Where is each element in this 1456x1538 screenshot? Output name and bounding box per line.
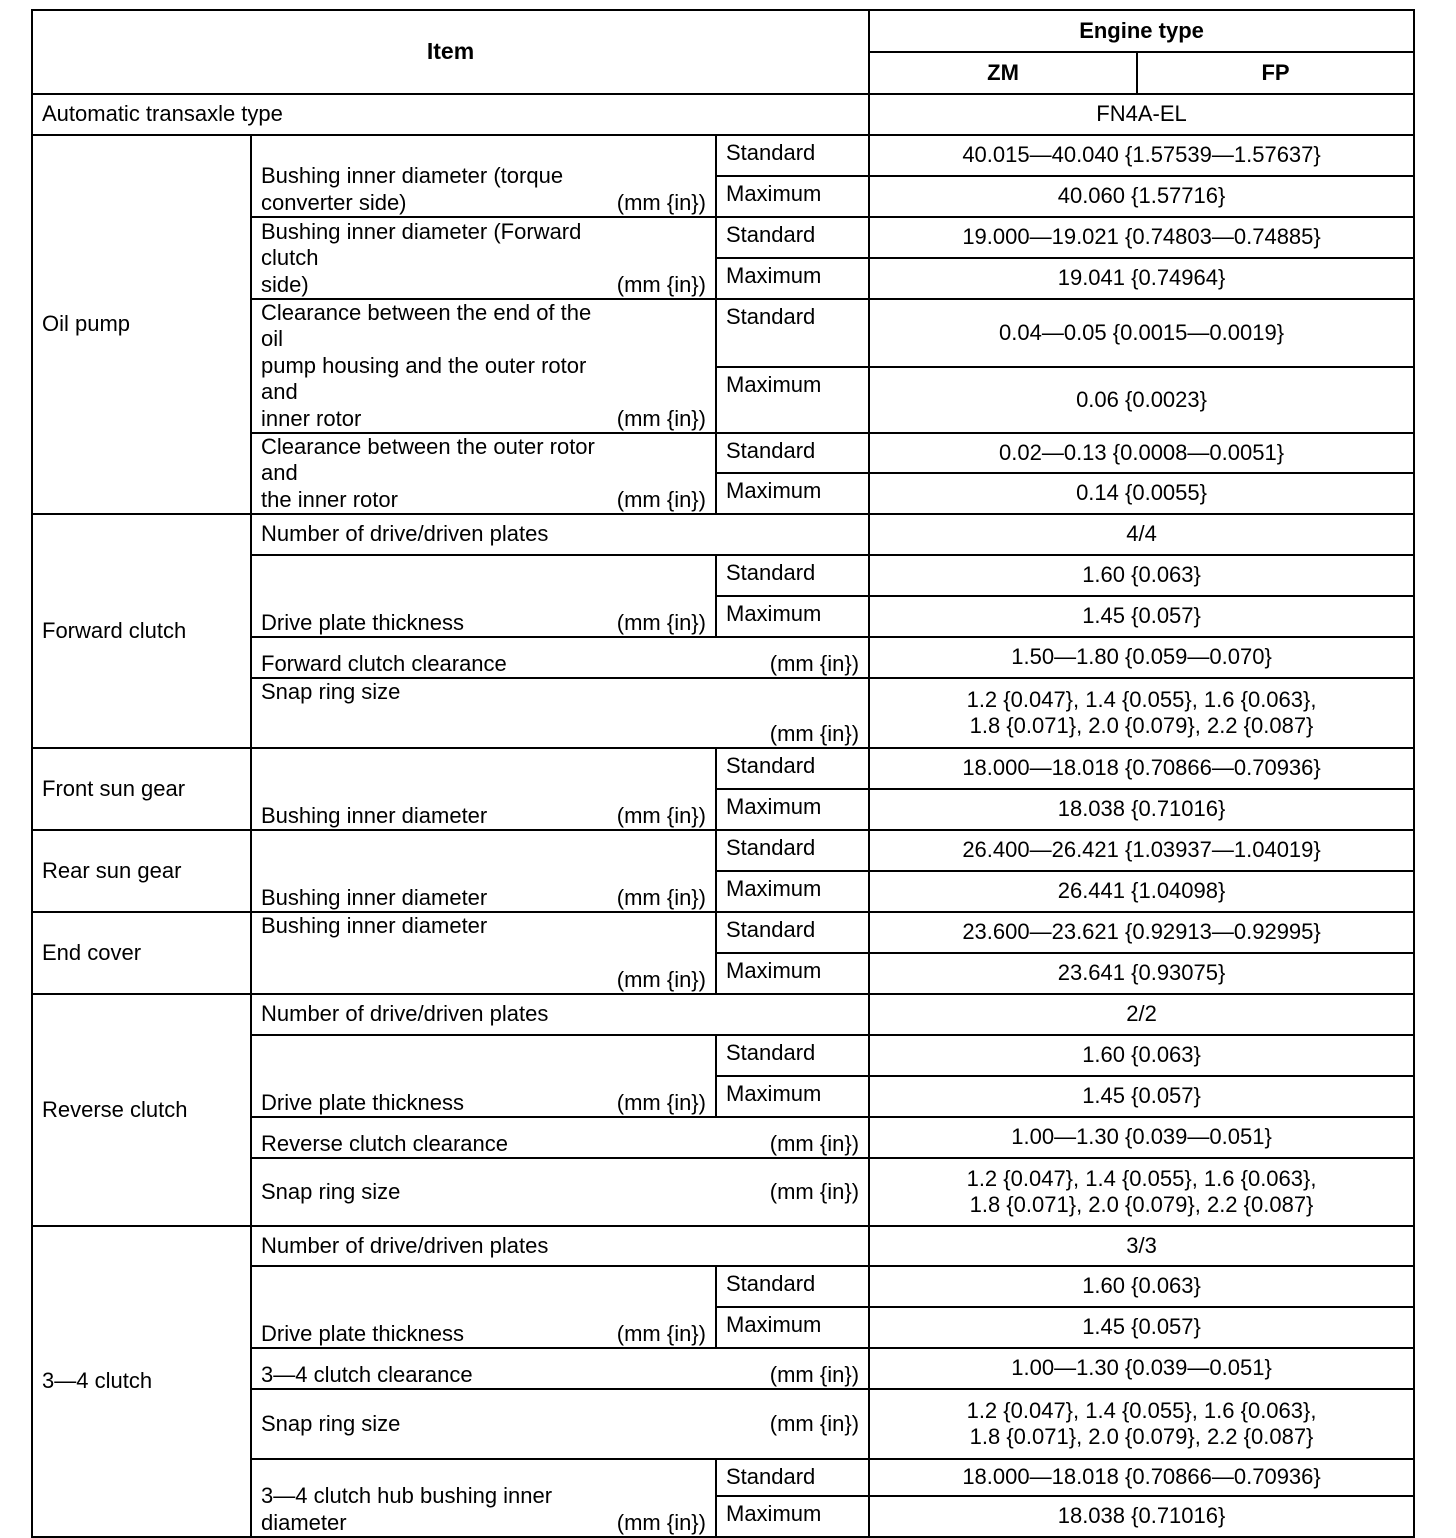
cond-maximum: Maximum <box>716 1076 869 1117</box>
component-rear-sun-gear: Rear sun gear <box>32 830 251 912</box>
cond-maximum: Maximum <box>716 871 869 912</box>
spec-label: Reverse clutch clearance (mm {in}) <box>251 1117 869 1158</box>
spec-label: Drive plate thickness (mm {in}) <box>251 1035 716 1117</box>
cond-standard: Standard <box>716 748 869 789</box>
component-front-sun-gear: Front sun gear <box>32 748 251 830</box>
value: 3/3 <box>869 1226 1414 1266</box>
value-maximum: 1.45 {0.057} <box>869 1076 1414 1117</box>
value-standard: 18.000—18.018 {0.70866—0.70936} <box>869 748 1414 789</box>
spec-table <box>31 9 1415 1538</box>
value: 1.2 {0.047}, 1.4 {0.055}, 1.6 {0.063}, 1.8 {0.071}, 2.0 {0.079}, 2.2 {0.087} <box>869 1389 1414 1459</box>
cond-standard: Standard <box>716 1459 869 1496</box>
value: 1.00—1.30 {0.039—0.051} <box>869 1348 1414 1389</box>
value-standard: 1.60 {0.063} <box>869 555 1414 596</box>
value-standard: 19.000—19.021 {0.74803—0.74885} <box>869 217 1414 258</box>
spec-label: Bushing inner diameter (mm {in}) <box>251 912 716 994</box>
spec-label: Number of drive/driven plates <box>251 1226 869 1266</box>
value-maximum: 23.641 {0.93075} <box>869 953 1414 994</box>
spec-label: Forward clutch clearance (mm {in}) <box>251 637 869 678</box>
cond-maximum: Maximum <box>716 789 869 830</box>
value: 1.2 {0.047}, 1.4 {0.055}, 1.6 {0.063}, 1.8 {0.071}, 2.0 {0.079}, 2.2 {0.087} <box>869 1158 1414 1226</box>
spec-label: Snap ring size (mm {in}) <box>251 1158 869 1226</box>
cond-maximum: Maximum <box>716 1307 869 1348</box>
spec-label: Snap ring size (mm {in}) <box>251 1389 869 1459</box>
spec-label: Bushing inner diameter (Forward clutch side) (mm {in}) <box>251 217 716 299</box>
cond-maximum: Maximum <box>716 176 869 217</box>
spec-label: 3—4 clutch clearance (mm {in}) <box>251 1348 869 1389</box>
component-end-cover: End cover <box>32 912 251 994</box>
cond-standard: Standard <box>716 830 869 871</box>
spec-label: Drive plate thickness (mm {in}) <box>251 1266 716 1348</box>
value-maximum: 19.041 {0.74964} <box>869 258 1414 299</box>
cond-standard: Standard <box>716 217 869 258</box>
value-standard: 18.000—18.018 {0.70866—0.70936} <box>869 1459 1414 1496</box>
cond-standard: Standard <box>716 135 869 176</box>
cond-standard: Standard <box>716 299 869 367</box>
cond-standard: Standard <box>716 555 869 596</box>
component-oil-pump: Oil pump <box>32 135 251 514</box>
value: 1.2 {0.047}, 1.4 {0.055}, 1.6 {0.063}, 1.8 {0.071}, 2.0 {0.079}, 2.2 {0.087} <box>869 678 1414 748</box>
value-maximum: 18.038 {0.71016} <box>869 789 1414 830</box>
value-standard: 0.04—0.05 {0.0015—0.0019} <box>869 299 1414 367</box>
spec-label: Clearance between the end of the oil pump housing and the outer rotor and inner rotor (mm {in}) <box>251 299 716 433</box>
cond-standard: Standard <box>716 1035 869 1076</box>
value-standard: 1.60 {0.063} <box>869 1035 1414 1076</box>
value-maximum: 18.038 {0.71016} <box>869 1496 1414 1537</box>
value: 1.00—1.30 {0.039—0.051} <box>869 1117 1414 1158</box>
cond-standard: Standard <box>716 1266 869 1307</box>
atx-label: Automatic transaxle type <box>32 94 869 135</box>
spec-label: 3—4 clutch hub bushing inner diameter (mm {in}) <box>251 1459 716 1537</box>
cond-standard: Standard <box>716 433 869 473</box>
cond-maximum: Maximum <box>716 367 869 433</box>
value-standard: 0.02—0.13 {0.0008—0.0051} <box>869 433 1414 473</box>
value-maximum: 26.441 {1.04098} <box>869 871 1414 912</box>
value-standard: 26.400—26.421 {1.03937—1.04019} <box>869 830 1414 871</box>
value-maximum: 1.45 {0.057} <box>869 1307 1414 1348</box>
header-item: Item <box>32 10 869 94</box>
value-maximum: 0.06 {0.0023} <box>869 367 1414 433</box>
cond-maximum: Maximum <box>716 596 869 637</box>
spec-label: Bushing inner diameter (mm {in}) <box>251 748 716 830</box>
spec-label: Bushing inner diameter (mm {in}) <box>251 830 716 912</box>
cond-maximum: Maximum <box>716 258 869 299</box>
value-standard: 23.600—23.621 {0.92913—0.92995} <box>869 912 1414 953</box>
component-3-4-clutch: 3—4 clutch <box>32 1226 251 1537</box>
value: 4/4 <box>869 514 1414 555</box>
spec-label: Clearance between the outer rotor and the inner rotor (mm {in}) <box>251 433 716 514</box>
value-maximum: 40.060 {1.57716} <box>869 176 1414 217</box>
cond-standard: Standard <box>716 912 869 953</box>
spec-label: Number of drive/driven plates <box>251 514 869 555</box>
component-forward-clutch: Forward clutch <box>32 514 251 748</box>
value-maximum: 1.45 {0.057} <box>869 596 1414 637</box>
value-standard: 40.015—40.040 {1.57539—1.57637} <box>869 135 1414 176</box>
header-zm: ZM <box>869 52 1137 94</box>
header-fp: FP <box>1137 52 1414 94</box>
header-engine-type: Engine type <box>869 10 1414 52</box>
component-reverse-clutch: Reverse clutch <box>32 994 251 1226</box>
spec-label: Drive plate thickness (mm {in}) <box>251 555 716 637</box>
atx-value: FN4A-EL <box>869 94 1414 135</box>
spec-label: Bushing inner diameter (torque converter side) (mm {in}) <box>251 135 716 217</box>
spec-label: Snap ring size (mm {in}) <box>251 678 869 748</box>
value-maximum: 0.14 {0.0055} <box>869 473 1414 514</box>
value: 2/2 <box>869 994 1414 1035</box>
cond-maximum: Maximum <box>716 473 869 514</box>
cond-maximum: Maximum <box>716 953 869 994</box>
spec-label: Number of drive/driven plates <box>251 994 869 1035</box>
cond-maximum: Maximum <box>716 1496 869 1537</box>
value-standard: 1.60 {0.063} <box>869 1266 1414 1307</box>
value: 1.50—1.80 {0.059—0.070} <box>869 637 1414 678</box>
